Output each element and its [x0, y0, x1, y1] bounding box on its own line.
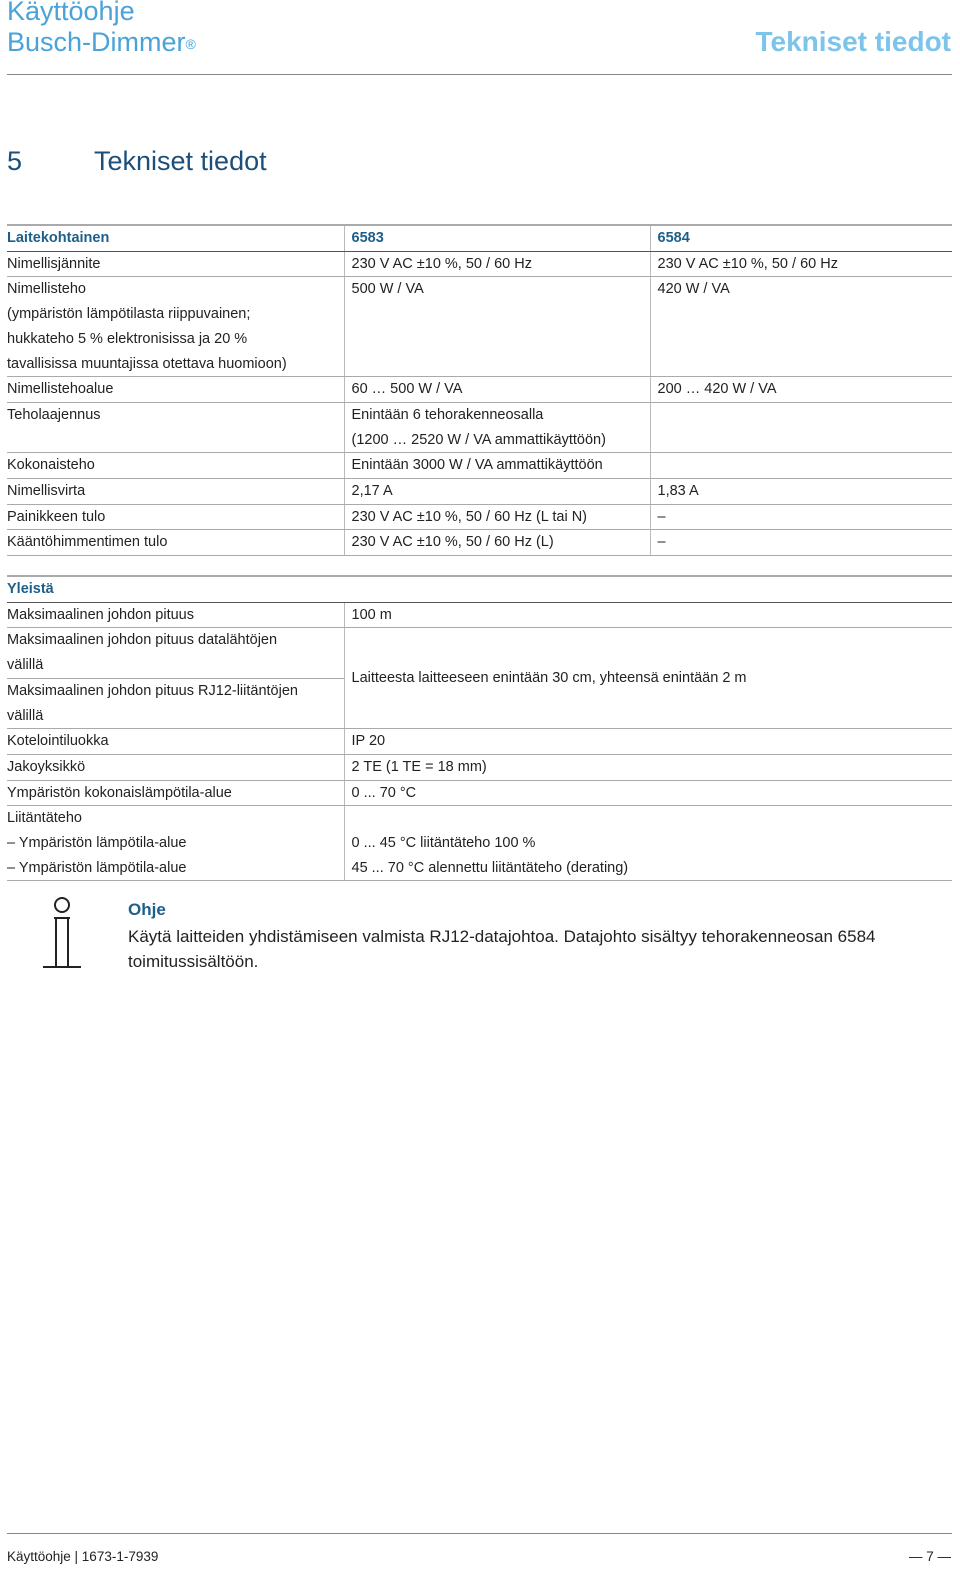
cell-6583: (1200 … 2520 W / VA ammattikäyttöön) [344, 428, 650, 453]
row-label: Kotelointiluokka [7, 729, 344, 755]
header-cell: Yleistä [7, 576, 952, 602]
table-row [7, 479, 952, 505]
general-specs-table [7, 575, 952, 881]
header-section-title: Tekniset tiedot [755, 26, 951, 57]
table-row [7, 806, 952, 831]
header-cell: Laitekohtainen [7, 225, 344, 251]
row-label: hukkateho 5 % elektronisissa ja 20 % [7, 330, 248, 347]
cell-6584: 420 W / VA [650, 277, 952, 377]
row-label: Maksimaalinen johdon pituus datalähtöjen [7, 632, 278, 649]
table-row [7, 754, 952, 780]
row-label: Nimellisteho [7, 281, 86, 298]
table-row [7, 277, 952, 302]
row-label: Jakoyksikkö [7, 754, 344, 780]
info-note-icon [40, 896, 84, 972]
cell-6583: Enintään 6 tehorakenneosalla [344, 402, 650, 427]
row-value: 0 ... 45 °C liitäntäteho 100 % [344, 831, 952, 856]
table-row [7, 377, 952, 403]
section-title: Tekniset tiedot [94, 146, 267, 176]
footer-doc-id: Käyttöohje | 1673-1-7939 [7, 1549, 159, 1564]
header-cell: 6583 [344, 225, 650, 251]
row-value: IP 20 [344, 729, 952, 755]
row-label: – Ympäristön lämpötila-alue [7, 835, 187, 852]
table-header-row [7, 576, 952, 602]
cell-6583: 500 W / VA [344, 277, 650, 377]
table-row [7, 729, 952, 755]
table-row [7, 504, 952, 530]
row-label: Ympäristön kokonaislämpötila-alue [7, 780, 344, 806]
row-label: Nimellisjännite [7, 251, 344, 277]
table-row [7, 602, 952, 628]
row-label: tavallisissa muuntajissa otettava huomioon) [7, 352, 344, 377]
table-row [7, 402, 952, 427]
note-title: Ohje [128, 900, 166, 919]
cell-6583: 2,17 A [344, 479, 650, 505]
table-header-row [7, 225, 952, 251]
row-value: 2 TE (1 TE = 18 mm) [344, 754, 952, 780]
row-label: Nimellisvirta [7, 479, 344, 505]
footer-divider [7, 1533, 952, 1534]
cell-6584: 230 V AC ±10 %, 50 / 60 Hz [650, 251, 952, 277]
cell-6584 [650, 402, 952, 452]
page-number: — 7 — [908, 1549, 951, 1564]
cell-6583: 230 V AC ±10 %, 50 / 60 Hz [344, 251, 650, 277]
cell-6583: 60 … 500 W / VA [344, 377, 650, 403]
row-value: 0 ... 70 °C [344, 780, 952, 806]
row-label: Liitäntäteho [7, 810, 82, 827]
cell-6583: 230 V AC ±10 %, 50 / 60 Hz (L) [344, 530, 650, 556]
cell-6584: – [650, 504, 952, 530]
header-cell: 6584 [650, 225, 952, 251]
cell-6583: 230 V AC ±10 %, 50 / 60 Hz (L tai N) [344, 504, 650, 530]
row-label: (ympäristön lämpötilasta riippuvainen; [7, 306, 251, 323]
cell-6583: Enintään 3000 W / VA ammattikäyttöön [344, 453, 650, 479]
table-row [7, 530, 952, 556]
row-value: 100 m [344, 602, 952, 628]
document-header [7, 0, 196, 58]
table-row [7, 856, 952, 881]
table-row [7, 831, 952, 856]
row-label: Nimellistehoalue [7, 377, 344, 403]
header-divider [7, 74, 952, 75]
row-label: välillä [7, 704, 344, 729]
table-row [7, 453, 952, 479]
row-label: – Ympäristön lämpötila-alue [7, 856, 344, 881]
row-label: välillä [7, 653, 344, 678]
note-text: Käytä laitteiden yhdistämiseen valmista RJ12-datajohtoa. Datajohto sisältyy tehorakenneosan 6584 toimitussisältöön. [128, 927, 876, 971]
product-name: Busch-Dimmer® [7, 27, 196, 57]
row-label: Maksimaalinen johdon pituus [7, 602, 344, 628]
table-row [7, 780, 952, 806]
row-value: 45 ... 70 °C alennettu liitäntäteho (derating) [344, 856, 952, 881]
section-number: 5 [7, 146, 23, 176]
table-row [7, 628, 952, 653]
row-label: Painikkeen tulo [7, 504, 344, 530]
device-specs-table [7, 224, 952, 556]
row-label: Kokonaisteho [7, 453, 344, 479]
cell-6584: – [650, 530, 952, 556]
section-heading [7, 146, 267, 177]
table-row [7, 251, 952, 277]
row-value [344, 806, 952, 831]
cell-6584: 200 … 420 W / VA [650, 377, 952, 403]
row-label: Teholaajennus [7, 402, 344, 452]
cell-6584: 1,83 A [650, 479, 952, 505]
doc-type: Käyttöohje [7, 0, 135, 26]
cell-6584 [650, 453, 952, 479]
row-label: Kääntöhimmentimen tulo [7, 530, 344, 556]
row-label: Maksimaalinen johdon pituus RJ12-liitäntöjen [7, 682, 298, 699]
row-value: Laitteesta laitteeseen enintään 30 cm, yhteensä enintään 2 m [344, 628, 952, 729]
